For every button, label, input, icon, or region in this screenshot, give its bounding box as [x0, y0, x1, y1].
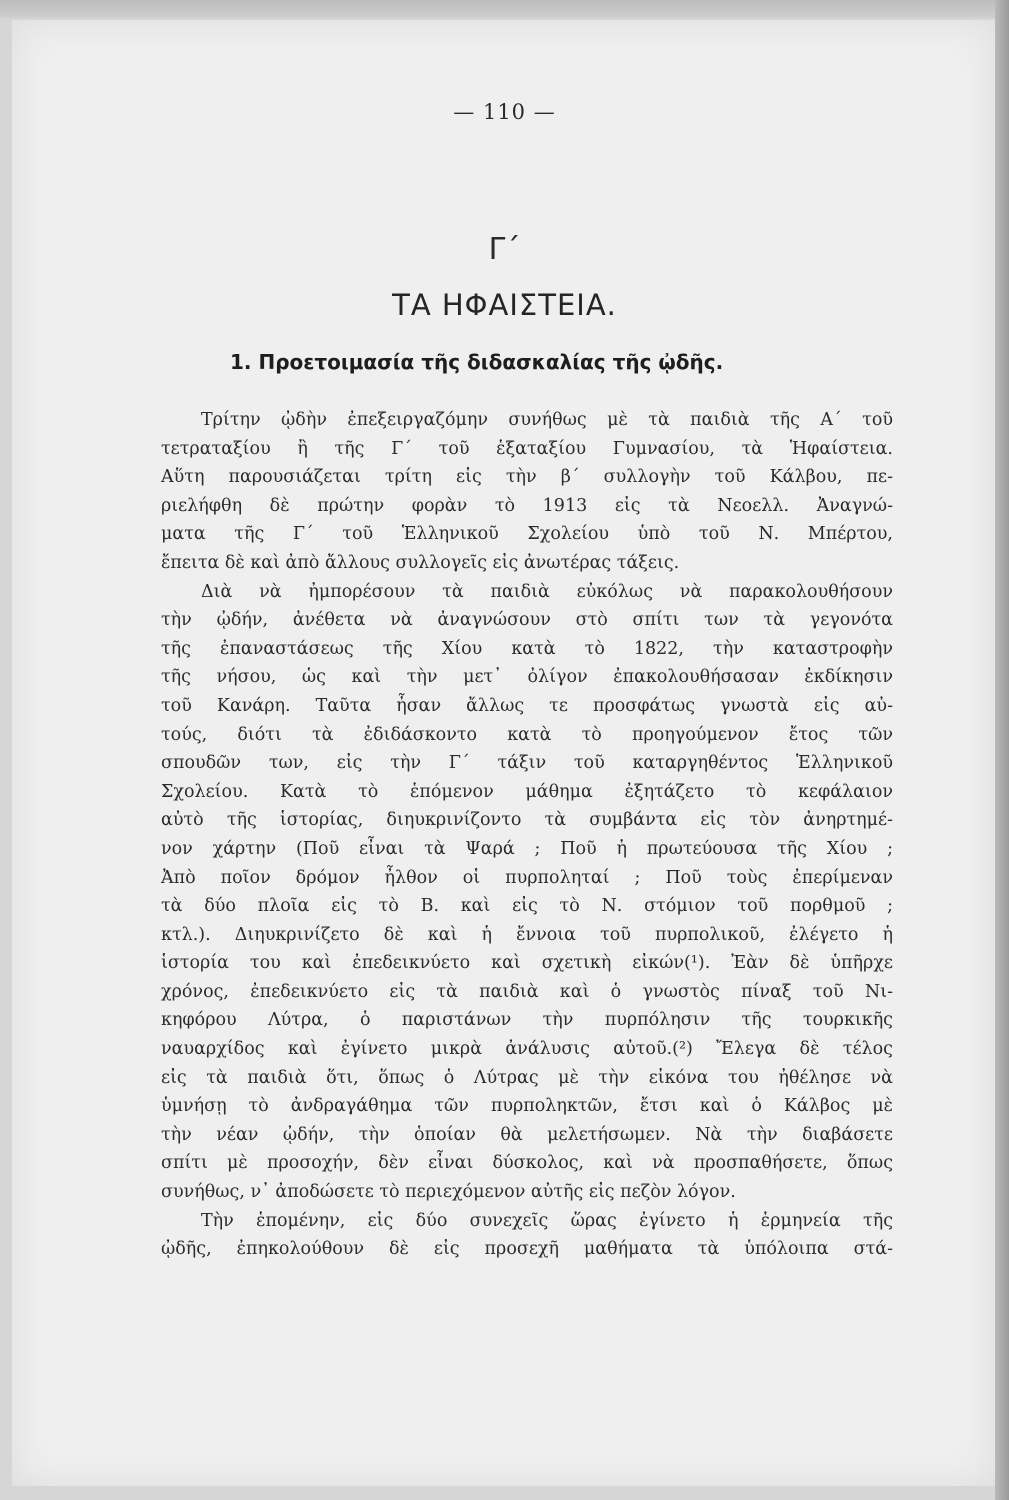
text-line: ναυαρχίδος καὶ ἐγίνετο μικρὰ ἀνάλυσις αὐτοῦ.(²) Ἔλεγα δὲ τέλος — [161, 1039, 893, 1060]
text-line: ᾠδῆς, ἐπηκολούθουν δὲ εἰς προσεχῆ μαθήματα τὰ ὑπόλοιπα στά- — [161, 1239, 893, 1260]
text-line: τῆς νήσου, ὡς καὶ τὴν μετ᾽ ὀλίγον ἐπακολουθήσασαν ἐκδίκησιν — [161, 667, 893, 688]
text-line: σπουδῶν των, εἰς τὴν Γ΄ τάξιν τοῦ καταργηθέντος Ἑλληνικοῦ — [161, 753, 893, 774]
text-line: κτλ.). Διηυκρινίζετο δὲ καὶ ἡ ἔννοια τοῦ πυρπολικοῦ, ἐλέγετο ἡ — [161, 924, 893, 945]
text-line: χρόνος, ἐπεδεικνύετο εἰς τὰ παιδιὰ καὶ ὁ γνωστὸς πίναξ τοῦ Νι- — [161, 981, 893, 1002]
text-line: τούς, διότι τὰ ἐδιδάσκοντο κατὰ τὸ προηγούμενον ἔτος τῶν — [161, 724, 893, 745]
text-line: Διὰ νὰ ἠμπορέσουν τὰ παιδιὰ εὐκόλως νὰ παρακολουθήσουν — [201, 581, 893, 602]
scan-edge-top — [0, 0, 1009, 18]
text-line: σπίτι μὲ προσοχήν, δὲν εἶναι δύσκολος, καὶ νὰ προσπαθήσετε, ὅπως — [161, 1153, 893, 1174]
text-line: τὴν νέαν ᾠδήν, τὴν ὁποίαν θὰ μελετήσωμεν. Νὰ τὴν διαβάσετε — [161, 1124, 893, 1145]
text-line: Ἀπὸ ποῖον δρόμον ἦλθον οἱ πυρποληταί ; Ποῦ τοὺς ἐπερίμεναν — [161, 867, 893, 888]
section-heading: 1. Προετοιμασία τῆς διδασκαλίας τῆς ᾠδῆς. — [230, 350, 724, 374]
page-number: — 110 — — [453, 100, 556, 124]
text-line: αὐτὸ τῆς ἱστορίας, διηυκρινίζοντο τὰ συμβάντα εἰς τὸν ἀνηρτημέ- — [161, 810, 893, 831]
text-line: ματα τῆς Γ΄ τοῦ Ἑλληνικοῦ Σχολείου ὑπὸ τοῦ Ν. Μπέρτου, — [161, 524, 893, 545]
text-line: ἔπειτα δὲ καὶ ἀπὸ ἄλλους συλλογεῖς εἰς ἀνωτέρας τάξεις. — [161, 552, 680, 573]
text-line: νον χάρτην (Ποῦ εἶναι τὰ Ψαρά ; Ποῦ ἡ πρωτεύουσα τῆς Χίου ; — [161, 838, 893, 859]
scan-edge-right — [995, 0, 1009, 1500]
text-line: τῆς ἐπαναστάσεως τῆς Χίου κατὰ τὸ 1822, τὴν καταστροφὴν — [161, 638, 893, 659]
text-line: συνήθως, ν᾽ ἀποδώσετε τὸ περιεχόμενον αὐτῆς εἰς πεζὸν λόγον. — [161, 1182, 736, 1203]
text-line: κηφόρου Λύτρα, ὁ παριστάνων τὴν πυρπόλησιν τῆς τουρκικῆς — [161, 1010, 893, 1031]
chapter-letter: Γ΄ — [488, 232, 521, 267]
body-text — [161, 406, 893, 1264]
text-line: Αὕτη παρουσιάζεται τρίτη εἰς τὴν β΄ συλλογὴν τοῦ Κάλβου, πε- — [161, 467, 893, 488]
text-line: τοῦ Κανάρη. Ταῦτα ἦσαν ἄλλως τε προσφάτως γνωστὰ εἰς αὐ- — [161, 695, 893, 716]
text-line: Τρίτην ᾠδὴν ἐπεξειργαζόμην συνήθως μὲ τὰ παιδιὰ τῆς Α΄ τοῦ — [201, 410, 893, 430]
text-line: εἰς τὰ παιδιὰ ὅτι, ὅπως ὁ Λύτρας μὲ τὴν εἰκόνα του ἠθέλησε νὰ — [161, 1067, 893, 1088]
text-line: ριελήφθη δὲ πρώτην φορὰν τὸ 1913 εἰς τὰ Νεοελλ. Ἀναγνώ- — [161, 495, 893, 516]
text-line: τὰ δύο πλοῖα εἰς τὸ Β. καὶ εἰς τὸ Ν. στόμιον τοῦ πορθμοῦ ; — [161, 896, 893, 917]
text-line: ὑμνήσῃ τὸ ἀνδραγάθημα τῶν πυρποληκτῶν, ἔτσι καὶ ὁ Κάλβος μὲ — [161, 1096, 893, 1117]
text-line: Σχολείου. Κατὰ τὸ ἑπόμενον μάθημα ἐξητάζετο τὸ κεφάλαιον — [161, 781, 893, 802]
text-line: Τὴν ἑπομένην, εἰς δύο συνεχεῖς ὥρας ἐγίνετο ἡ ἑρμηνεία τῆς — [201, 1210, 893, 1231]
text-line: τὴν ᾠδήν, ἀνέθετα νὰ ἀναγνώσουν στὸ σπίτι των τὰ γεγονότα — [161, 610, 893, 631]
text-line: τετραταξίου ἢ τῆς Γ΄ τοῦ ἑξαταξίου Γυμνασίου, τὰ Ἡφαίστεια. — [161, 438, 893, 459]
chapter-title: ΤΑ ΗΦΑΙΣΤΕΙΑ. — [392, 288, 617, 322]
text-line: ἱστορία του καὶ ἐπεδεικνύετο καὶ σχετικὴ εἰκών(¹). Ἐὰν δὲ ὑπῆρχε — [161, 953, 893, 974]
